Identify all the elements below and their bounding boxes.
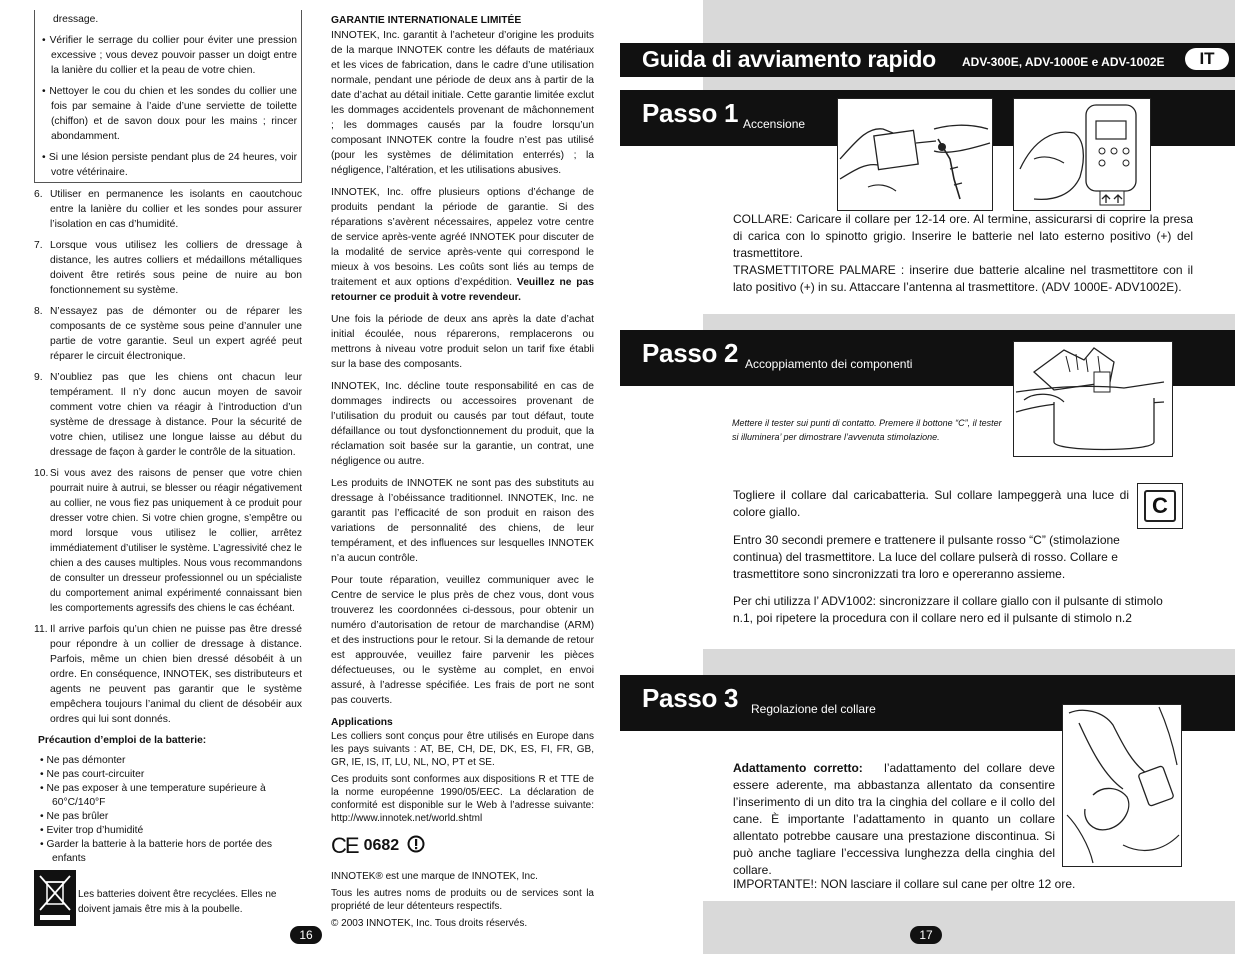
battery-item: • Eviter trop d’humidité — [38, 824, 302, 838]
c-button-icon: C — [1137, 483, 1183, 529]
warranty-paragraph: INNOTEK, Inc. offre plusieurs options d’échange de produits pendant la période de garantie. Si des réparations s’avèrent nécessaires, appelez votre centre de service après-vente agréé INNOTEK pour discuter de la modalité de service après-vente qui correspond le mieux à vos besoins. Les coûts sont liés au temps de traitement et aux options d’expédition. Veuillez ne pas retourner ce produit à votre revendeur. — [331, 187, 594, 303]
list-item: 10. Si vous avez des raisons de penser que votre chien pourrait nuire à autrui, se blesser ou réagir négativement au collier, ne vous fiez pas uniquement à ce produit pour dresser votre chien. Si votre chien grogne, s’empêtre ou mord lorsque vous utilisez le collier, arrêtez immédiatement d’utiliser le système. L’agressivité chez le chien a des causes multiples. Nous vous recommandons de consulter un dresseur professionnel ou un spécialiste du comportement animal expérimenté connaissant bien les comportements agressifs des chiens le cas échéant. — [34, 468, 302, 614]
guide-title: Guida di avviamento rapido — [642, 46, 936, 72]
warranty-paragraph: INNOTEK, Inc. garantit à l’acheteur d’origine les produits de la marque INNOTEK contre les défauts de matériaux et les vices de fabrication, dans le cadre d’une utilisation normale, pendant une période de deux ans à partir de la date d’achat au détail initiale. Cette garantie limitée exclut les dommages accidentels provenant de mâchonnement ; les dommages causés par la foudre lorsqu’un composant INNOTEK contre la foudre n’est pas utilisé (pour les systèmes de délimitation enterrés) ; la négligence, l’altération, et les utilisations abusives. — [331, 30, 594, 176]
trademark-note: INNOTEK® est une marque de INNOTEK, Inc. — [331, 871, 538, 882]
collar-fit-illustration — [1062, 704, 1182, 867]
list-item: 7. Lorsque vous utilisez les colliers de dressage à distance, les autres colliers et médaillons métalliques doivent être retirés sous peine de nuire au bon fonctionnement su système. — [34, 240, 302, 296]
fit-label: Adattamento corretto: — [733, 761, 863, 775]
warranty-column — [331, 13, 594, 934]
warranty-paragraph: Pour toute réparation, veuillez communiquer avec le Centre de service le plus près de chez vous, dont vous trouverez les coordonnées ci-dessous, pour obtenir un numéro d’autorisation de retour de marchandise (ARM) et des instructions pour le retour. Si la demande de retour est approuvée, veuillez faire parvenir les pièces défectueuses, ou le système au complet, en envoi assuré, à l’adresse spécifiée. Les frais de port ne sont pas couverts. — [331, 575, 594, 706]
step2-text-2: Entro 30 secondi premere e trattenere il pulsante rosso “C” (stimolazione continua) del trasmettitore. La luce del collare pulserà di rosso. Collare e trasmettitore sono sincronizzati tra loro e opereranno assieme. — [733, 533, 1120, 581]
tester-illustration — [1013, 341, 1173, 457]
warranty-paragraph: Une fois la période de deux ans après la date d’achat initial écoulée, nous réparerons, remplacerons ou mettrons à niveau votre produit selon un tarif fixe établi sur la base des composants. — [331, 314, 594, 370]
page-number: 16 — [290, 926, 322, 944]
battery-item: • Ne pas court-circuiter — [38, 768, 302, 782]
battery-heading: Précaution d’emploi de la batterie: — [38, 735, 207, 746]
ce-mark: CE — [331, 833, 358, 858]
care-box-intro: dressage. — [53, 14, 99, 25]
list-item: 8. N’essayez pas de démonter ou de réparer les composants de ce système sous peine d’annuler une partie de votre garantie. Seul un expert agréé peut réparer le circuit électronique. — [34, 306, 302, 362]
ce-marking — [331, 835, 594, 856]
copyright-note: © 2003 INNOTEK, Inc. Tous droits réservés. — [331, 918, 528, 929]
alert-circle-icon — [407, 835, 425, 856]
battery-list — [34, 754, 302, 866]
page-number: 17 — [910, 926, 942, 944]
list-item: 9. N’oubliez pas que les chiens ont chacun leur tempérament. Il n’y donc aucun moyen de savoir comment votre chien va réagir à l’introduction d’un système de dressage à distance. Pour la sécurité de votre chien, utilisez une longue laisse au début du dressage de façon à garder le contrôle de la situation. — [34, 372, 302, 458]
warranty-paragraph: Les produits de INNOTEK ne sont pas des substituts au dressage à l’obéissance traditionnel. INNOTEK, Inc. ne garantit pas l’efficacité de son produit en raison des variations de personnalité des chiens, de leur tempérament, et des influences sur lesquelles INNOTEK n’a aucun contrôle. — [331, 478, 594, 564]
battery-item: • Ne pas démonter — [38, 754, 302, 768]
step2-text-3: Per chi utilizza l’ ADV1002: sincronizzare il collare giallo con il pulsante di stimolo n.1, poi ripetere la procedura con il collare nero ed il pulsante di stimolo n.2 — [733, 594, 1163, 625]
step1-label: Passo 1 — [642, 98, 739, 128]
ce-number: 0682 — [363, 837, 400, 854]
french-instructions-column — [34, 10, 302, 926]
recycle-notice — [34, 870, 302, 926]
recycle-text: Les batteries doivent être recyclées. Elles ne doivent jamais être mis à la poubelle. — [78, 889, 277, 915]
step1-subtitle: Accensione — [743, 117, 806, 131]
care-bullet: • Si une lésion persiste pendant plus de 24 heures, voir votre vétérinaire. — [39, 150, 297, 180]
step3-warning: IMPORTANTE!: NON lasciare il collare sul cane per oltre 12 ore. — [733, 877, 1076, 891]
step3-fit-text — [733, 760, 1055, 879]
battery-item: • Garder la batterie à la batterie hors de portée des enfants — [38, 838, 302, 866]
step3-subtitle: Regolazione del collare — [751, 702, 876, 716]
fit-description: l’adattamento del collare deve essere aderente, ma abbastanza allentato da consentire l’inserimento di un dito tra la cinghia del collare e il collo del cane. È importante l’adattamento in quanto un collare allentato potrebbe causare una prestazione discontinua. Si può anche tagliare l’eccessiva lunghezza della cinghia del collare. — [733, 761, 1055, 877]
care-bullet: • Nettoyer le cou du chien et les sondes du collier une fois par semaine à l’aide d’une serviette de toilette (chiffon) et de savon doux pour les mains ; rincer abondamment. — [39, 84, 297, 144]
step2-subtitle: Accoppiamento dei componenti — [745, 357, 913, 371]
transmitter-battery-illustration — [1013, 98, 1151, 211]
care-bullet: • Vérifier le serrage du collier pour éviter une pression excessive ; vous devez pouvoir passer un doigt entre la lanière du collier et la peau de votre chien. — [39, 33, 297, 78]
step3-label: Passo 3 — [642, 683, 739, 713]
language-badge: IT — [1185, 48, 1229, 70]
applications-paragraph: Les colliers sont conçus pour être utilisés en Europe dans les pays suivants : AT, BE, CH, DE, DK, ES, FI, FR, GB, GR, IE, IS, IT, LU, NL, NO, PT et SE. — [331, 731, 594, 768]
list-item: 6. Utiliser en permanence les isolants en caoutchouc entre la lanière du collier et les sondes pour assurer l’isolation en cas d’humidité. — [34, 189, 302, 230]
warranty-paragraph: INNOTEK, Inc. décline toute responsabilité en cas de dommages indirects ou accessoires provenant de l’utilisation du produit ou causés par tout défaut, toute défaillance ou tout dysfonctionnement du produit, que la réclamation soit basée sur la garantie, un contrat, une négligence ou autre. — [331, 381, 594, 467]
conformity-paragraph: Ces produits sont conformes aux dispositions R et TTE de la norme européenne 1990/05/EEC. La déclaration de conformité est disponible sur le Web à l’adresse suivante: http://www.innotek.net/world.shtml — [331, 774, 594, 824]
battery-item: • Ne pas brûler — [38, 810, 302, 824]
charging-illustration — [837, 98, 993, 211]
step1-transmitter-text: TRASMETTITORE PALMARE : inserire due batterie alcaline nel trasmettitore con il lato positivo (+) in su. Attaccare l’antenna al trasmettitore. (ADV 1000E- ADV1002E). — [733, 263, 1193, 294]
warranty-heading: GARANTIE INTERNATIONALE LIMITÉE — [331, 15, 522, 26]
applications-heading: Applications — [331, 717, 393, 728]
crossed-bin-icon — [34, 870, 76, 926]
list-item: 11. Il arrive parfois qu’un chien ne puisse pas être dressé pour répondre à un collier de dressage à distance. Parfois, même un chien bien dressé désobéit à un ordre. En conséquence, INNOTEK, ses distributeurs et agents ne peuvent pas garantir que le système empêchera toujours l’animal du client de désobéir aux ordres qui lui sont donnés. — [34, 624, 302, 725]
battery-item: • Ne pas exposer à une temperature supérieure à 60°C/140°F — [38, 782, 302, 810]
step1-collar-text: COLLARE: Caricare il collare per 12-14 ore. Al termine, assicurarsi di coprire la presa di carica con lo spinotto grigio. Inserire le batterie nel lato esterno positivo (+) del trasmettitore. — [733, 212, 1193, 260]
numbered-list — [34, 187, 302, 727]
model-list: ADV-300E, ADV-1000E e ADV-1002E — [962, 55, 1165, 69]
step2-text-1: Togliere il collare dal caricabatteria. Sul collare lampeggerà una luce di colore giallo. — [733, 488, 1129, 519]
step2-tester-note: Mettere il tester sui punti di contatto. Premere il bottone “C”, il tester si illuminera’ per dimostrare l’avvenuta stimolazione. — [732, 418, 1002, 442]
other-names-note: Tous les autres noms de produits ou de services sont la propriété de leur détenteurs respectifs. — [331, 888, 594, 912]
guide-header — [620, 43, 1235, 77]
step2-label: Passo 2 — [642, 338, 739, 368]
care-box — [34, 10, 302, 183]
